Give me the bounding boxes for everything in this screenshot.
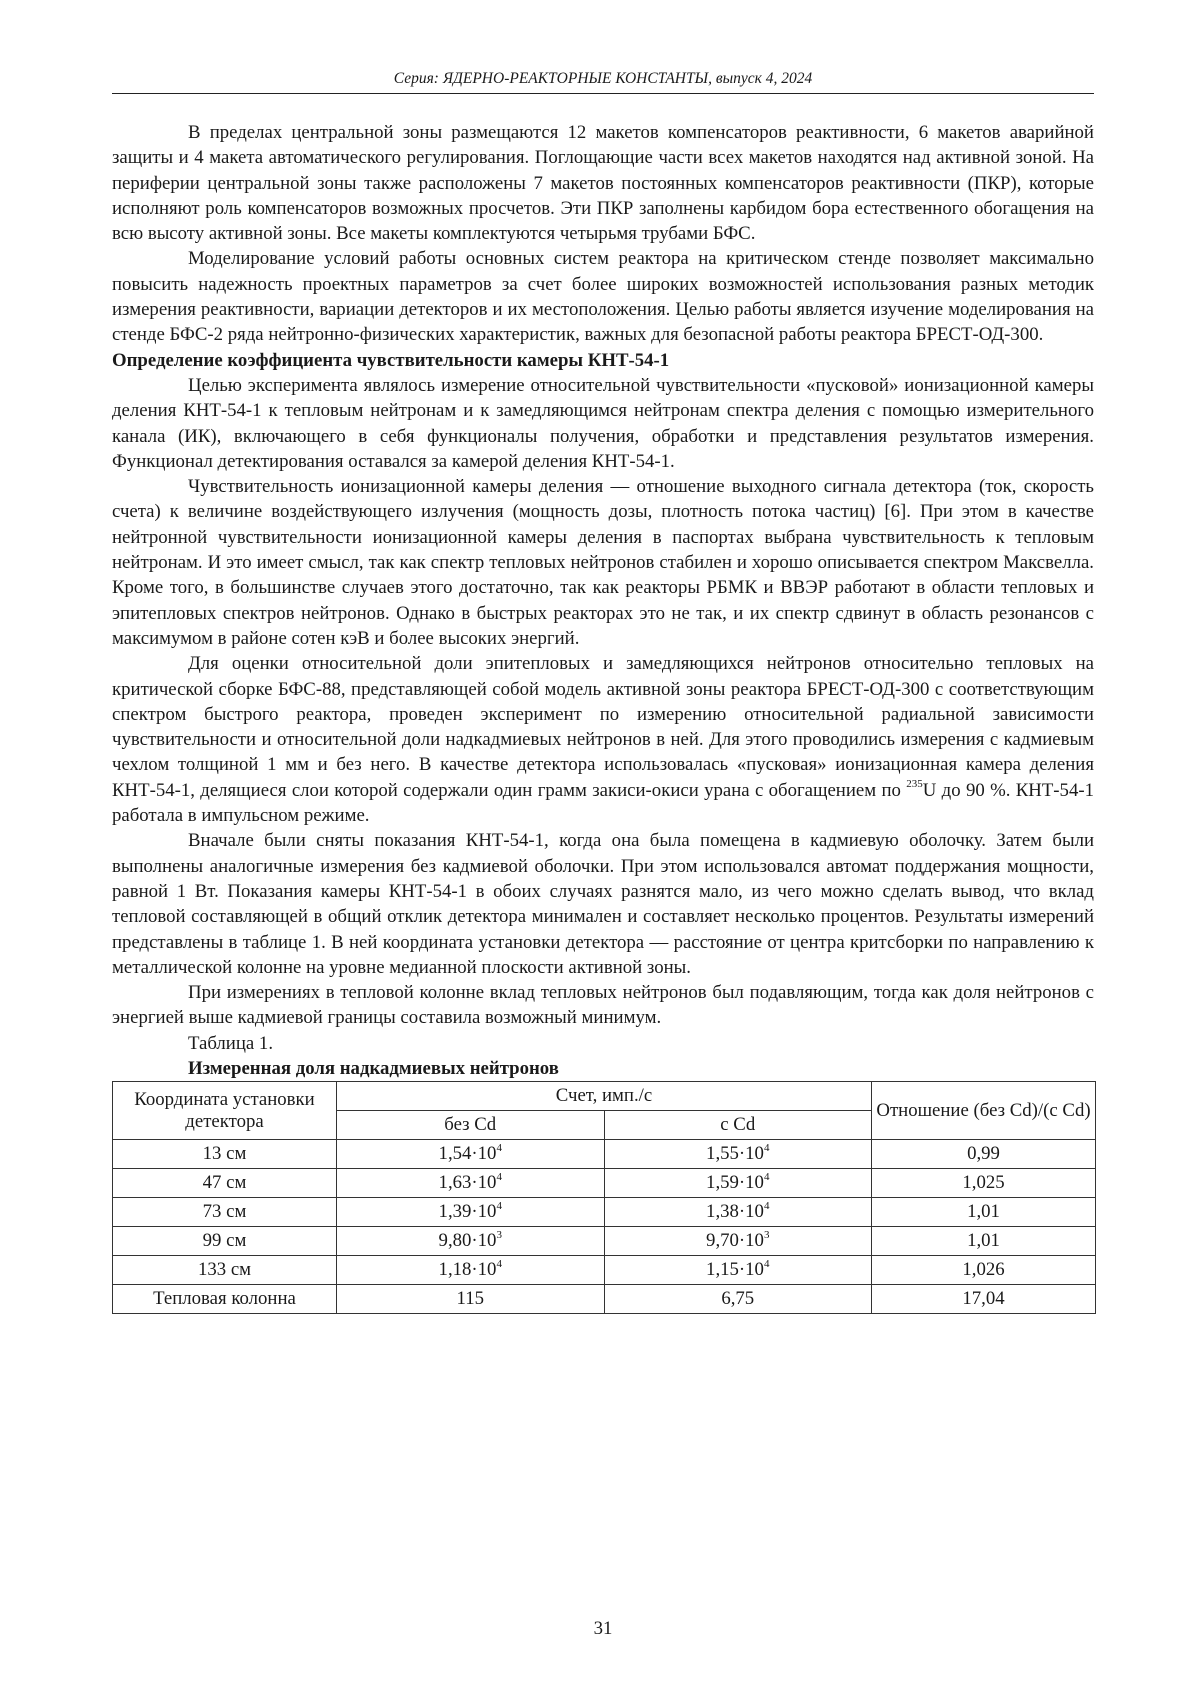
cell-no-cd — [337, 1256, 605, 1285]
cell-cd — [604, 1227, 872, 1256]
cell-cd — [604, 1285, 872, 1314]
table-body — [113, 1140, 1096, 1314]
header-cd: с Cd — [604, 1111, 872, 1140]
cell-ratio-value: 17,04 — [962, 1288, 1005, 1310]
cell-ratio — [872, 1169, 1096, 1198]
cell-ratio — [872, 1285, 1096, 1314]
cell-cd — [604, 1198, 872, 1227]
page-number: 31 — [593, 1618, 613, 1639]
table-row — [113, 1169, 1096, 1198]
cell-ratio-value: 1,01 — [967, 1230, 1000, 1252]
paragraph-text: Для оценки относительной доли эпитепловых и замедляющихся нейтронов относительно тепловых на критической сборке БФС-88, представляющей собой модель активной зоны реактора БРЕСТ-ОД-300 с соответствующим спектром быстрого реактора, проведен эксперимент по измерению относительной радиальной зависимости чувствительности и относительной доли надкадмиевых нейтронов в ней. Для этого проводились измерения с кадмиевым чехлом толщиной 1 мм и без него. В качестве детектора использовалась «пусковая» ионизационная камера деления КНТ-54-1, делящиеся слои которой содержали один грамм закиси-окиси урана с обогащением по — [112, 653, 1094, 801]
cell-cd — [604, 1256, 872, 1285]
header-no-cd: без Cd — [337, 1111, 605, 1140]
cell-no-cd-exponent: 4 — [496, 1142, 502, 1155]
cell-coordinate-value: Тепловая колонна — [153, 1288, 296, 1310]
cell-coordinate — [113, 1285, 337, 1314]
table-row — [113, 1256, 1096, 1285]
cell-ratio — [872, 1198, 1096, 1227]
section-heading: Определение коэффициента чувствительности камеры КНТ-54-1 — [112, 349, 670, 371]
table-row — [113, 1285, 1096, 1314]
cell-no-cd-value: 1,18·10 — [438, 1259, 497, 1281]
cell-no-cd-value: 115 — [456, 1288, 484, 1310]
paragraph: В пределах центральной зоны размещаются 12 макетов компенсаторов реактивности, 6 макетов аварийной защиты и 4 макета автоматического регулирования. Поглощающие части всех макетов находятся над активной зоной. На периферии центральной зоны также расположены 7 макетов постоянных компенсаторов реактивности (ПКР), которые исполняют роль компенсаторов возможных просчетов. Эти ПКР заполнены карбидом бора естественного обогащения на всю высоту активной зоны. Все макеты комплектуются четырьмя трубами БФС. — [112, 122, 1094, 245]
cell-coordinate-value: 73 см — [202, 1201, 247, 1223]
cell-coordinate-value: 133 см — [197, 1259, 252, 1281]
header-count: Счет, имп./с — [337, 1082, 872, 1111]
paragraph: Чувствительность ионизационной камеры деления — отношение выходного сигнала детектора (ток, скорость счета) к величине воздействующего излучения (мощность дозы, плотность потока частиц) [6]. При этом в качестве нейтронной чувствительности ионизационной камеры деления в паспортах выбрана чувствительность к тепловым нейтронам. И это имеет смысл, так как спектр тепловых нейтронов стабилен и хорошо описывается спектром Максвелла. Кроме того, в большинстве случаев этого достаточно, так как реакторы РБМК и ВВЭР работают в области тепловых и эпитепловых спектров нейтронов. Однако в быстрых реакторах это не так, и их спектр сдвинут в область резонансов с максимумом в районе сотен кэВ и более высоких энергий. — [112, 476, 1094, 649]
running-header: Серия: ЯДЕРНО-РЕАКТОРНЫЕ КОНСТАНТЫ, выпуск 4, 2024 — [112, 70, 1094, 94]
cell-cd — [604, 1140, 872, 1169]
cell-coordinate — [113, 1227, 337, 1256]
cell-coordinate-value: 99 см — [202, 1230, 247, 1252]
cell-no-cd-value: 9,80·10 — [438, 1230, 497, 1252]
cell-no-cd — [337, 1140, 605, 1169]
header-coordinate: Координата установки детектора — [113, 1082, 337, 1140]
cell-cd — [604, 1169, 872, 1198]
cell-cd-exponent: 4 — [763, 1171, 770, 1184]
cell-no-cd-exponent: 4 — [496, 1258, 502, 1271]
cell-cd-value: 9,70·10 — [706, 1230, 764, 1252]
cell-coordinate — [113, 1256, 337, 1285]
paragraph — [112, 651, 1094, 828]
cell-no-cd-value: 1,63·10 — [438, 1172, 497, 1194]
table-row — [113, 1140, 1096, 1169]
cell-ratio — [872, 1256, 1096, 1285]
table-header-row — [113, 1082, 1096, 1111]
paragraph: Моделирование условий работы основных систем реактора на критическом стенде позволяет максимально повысить надежность проектных параметров за счет более широких возможностей использования разных методик измерения реактивности, вариации детекторов и их местоположения. Целью работы является изучение моделирования на стенде БФС-2 ряда нейтронно-физических характеристик, важных для безопасной работы реактора БРЕСТ-ОД-300. — [112, 248, 1094, 346]
cell-cd-exponent: 3 — [763, 1229, 770, 1242]
table-label: Таблица 1. — [188, 1032, 274, 1054]
cell-ratio — [872, 1140, 1096, 1169]
cell-coordinate-value: 13 см — [202, 1143, 247, 1165]
cell-no-cd-value: 1,54·10 — [438, 1143, 497, 1165]
page-content — [112, 120, 1094, 1314]
cell-no-cd-exponent: 4 — [496, 1200, 502, 1213]
header-ratio: Отношение (без Cd)/(с Cd) — [872, 1082, 1096, 1140]
cell-no-cd — [337, 1169, 605, 1198]
cell-cd-value: 6,75 — [721, 1288, 755, 1310]
cell-no-cd — [337, 1285, 605, 1314]
table-title: Измеренная доля надкадмиевых нейтронов — [188, 1057, 559, 1079]
cell-cd-exponent: 4 — [763, 1142, 770, 1155]
paragraph-text: U до 90 %. КНТ-54-1 работала в импульсном режиме. — [112, 779, 1094, 827]
paragraph: При измерениях в тепловой колонне вклад тепловых нейтронов был подавляющим, тогда как доля нейтронов с энергией выше кадмиевой границы составила возможный минимум. — [112, 982, 1094, 1029]
cell-cd-exponent: 4 — [763, 1200, 770, 1213]
cell-no-cd-exponent: 3 — [496, 1229, 502, 1242]
cell-ratio — [872, 1227, 1096, 1256]
table-row — [113, 1227, 1096, 1256]
cell-ratio-value: 1,026 — [962, 1259, 1005, 1281]
cell-ratio-value: 0,99 — [967, 1143, 1000, 1165]
cell-ratio-value: 1,025 — [962, 1172, 1005, 1194]
cell-cd-exponent: 4 — [763, 1258, 770, 1271]
measurement-table — [112, 1081, 1096, 1314]
cell-cd-value: 1,38·10 — [706, 1201, 764, 1223]
cell-no-cd-value: 1,39·10 — [438, 1201, 497, 1223]
cell-coordinate — [113, 1169, 337, 1198]
cell-coordinate — [113, 1140, 337, 1169]
paragraph: Вначале были сняты показания КНТ-54-1, когда она была помещена в кадмиевую оболочку. Затем были выполнены аналогичные измерения без кадмиевой оболочки. При этом использовался автомат поддержания мощности, равной 1 Вт. Показания камеры КНТ-54-1 в обоих случаях разнятся мало, из чего можно сделать вывод, что вклад тепловой составляющей в общий отклик детектора минимален и составляет несколько процентов. Результаты измерений представлены в таблице 1. В ней координата установки детектора — расстояние от центра критсборки по направлению к металлической колонне на уровне медианной плоскости активной зоны. — [112, 830, 1094, 978]
cell-no-cd-exponent: 4 — [496, 1171, 502, 1184]
isotope-superscript: 235 — [906, 778, 923, 791]
cell-coordinate-value: 47 см — [202, 1172, 247, 1194]
cell-cd-value: 1,55·10 — [706, 1143, 764, 1165]
table-row — [113, 1198, 1096, 1227]
cell-no-cd — [337, 1198, 605, 1227]
cell-no-cd — [337, 1227, 605, 1256]
cell-ratio-value: 1,01 — [967, 1201, 1000, 1223]
cell-cd-value: 1,15·10 — [706, 1259, 764, 1281]
cell-coordinate — [113, 1198, 337, 1227]
paragraph: Целью эксперимента являлось измерение относительной чувствительности «пусковой» ионизационной камеры деления КНТ-54-1 к тепловым нейтронам и к замедляющимся нейтронам спектра деления с помощью измерительного канала (ИК), включающего в себя функционалы получения, обработки и представления результатов измерения. Функционал детектирования оставался за камерой деления КНТ-54-1. — [112, 374, 1094, 472]
cell-cd-value: 1,59·10 — [706, 1172, 764, 1194]
